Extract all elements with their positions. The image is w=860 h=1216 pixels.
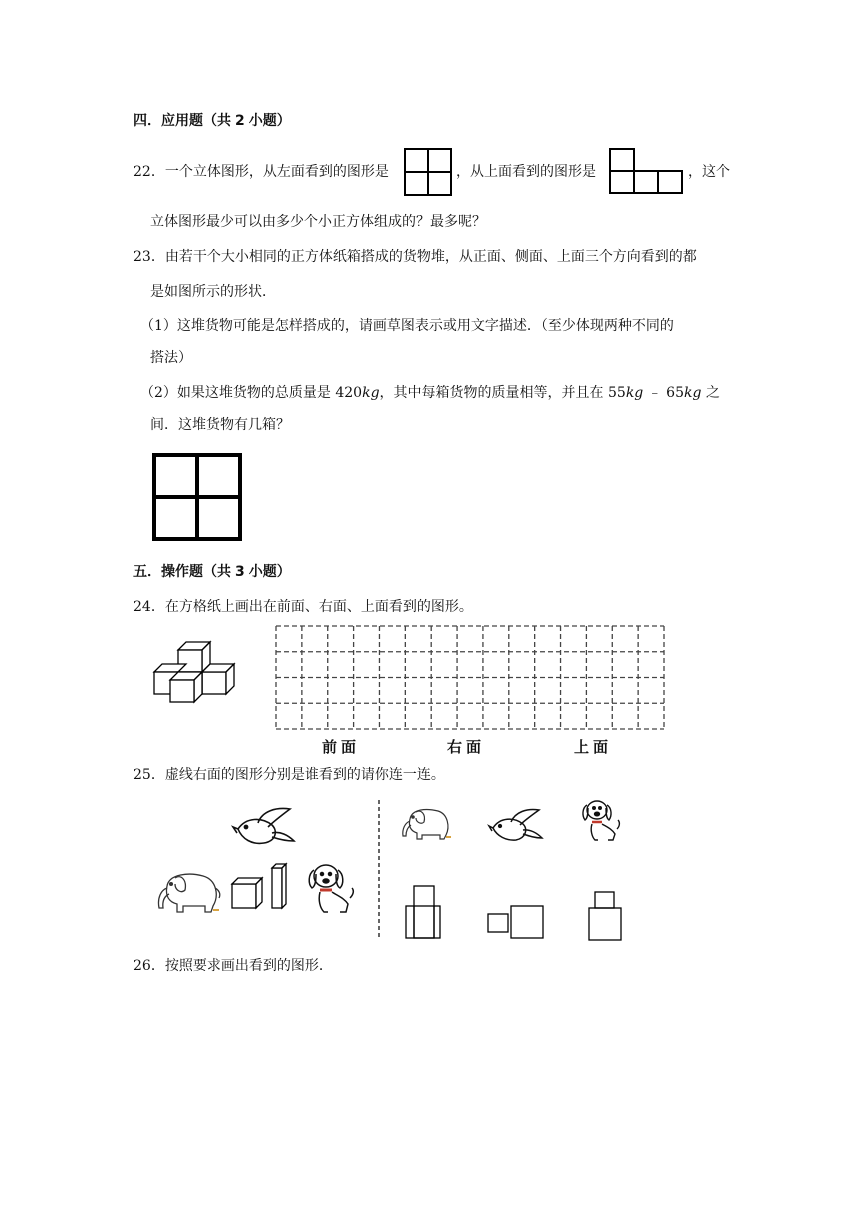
q26-text: 26．按照要求画出看到的图形． [133, 958, 333, 974]
view-shape-stacked [586, 890, 624, 942]
elephant-small-icon [398, 803, 456, 841]
q23-part1-b: 搭法） [150, 350, 192, 366]
bird-icon [232, 805, 298, 851]
dotted-grid-paper [275, 625, 665, 730]
q23-part2-b: 间．这堆货物有几箱？ [150, 417, 290, 433]
dog-small-icon [578, 796, 622, 844]
q23-part2-a: （2）如果这堆货物的总质量是 420kg，其中每箱货物的质量相等，并且在 55kg ﹣ 65kg 之 [140, 385, 720, 401]
q22-line1-a: 22．一个立体图形，从左面看到的图形是 [133, 164, 389, 180]
view-shape-tall [404, 884, 442, 940]
dashed-divider [377, 800, 381, 940]
label-top-view: 上面 [574, 738, 613, 756]
cube-and-prism-objects [230, 860, 292, 912]
elephant-icon [153, 866, 225, 916]
q24-text: 24．在方格纸上画出在前面、右面、上面看到的图形。 [133, 599, 473, 615]
view-shape-side-by-side [486, 904, 546, 940]
dog-icon [304, 860, 356, 916]
cube-stack-figure [150, 638, 240, 710]
q23-line1: 23．由若干个大小相同的正方体纸箱搭成的货物堆，从正面、侧面、上面三个方向看到的都 [133, 249, 697, 265]
cargo-view-figure [152, 453, 242, 541]
left-view-figure [404, 148, 452, 196]
q22-line1-c: ，这个 [688, 164, 730, 180]
q22-line2: 立体图形最少可以由多少个小正方体组成的？最多呢？ [150, 214, 486, 230]
q23-line2: 是如图所示的形状． [150, 284, 276, 300]
section-4-heading: 四．应用题（共 2 小题） [133, 113, 291, 129]
q22-line1-b: ，从上面看到的图形是 [456, 164, 596, 180]
section-5-heading: 五．操作题（共 3 小题） [133, 564, 291, 580]
q25-text: 25．虚线右面的图形分别是谁看到的请你连一连。 [133, 767, 445, 783]
top-view-figure [609, 148, 683, 194]
q23-part1-a: （1）这堆货物可能是怎样搭成的，请画草图表示或用文字描述．（至少体现两种不同的 [140, 318, 674, 334]
label-front-view: 前面 [322, 738, 361, 756]
bird-small-icon [488, 806, 546, 846]
label-right-view: 右面 [447, 738, 486, 756]
